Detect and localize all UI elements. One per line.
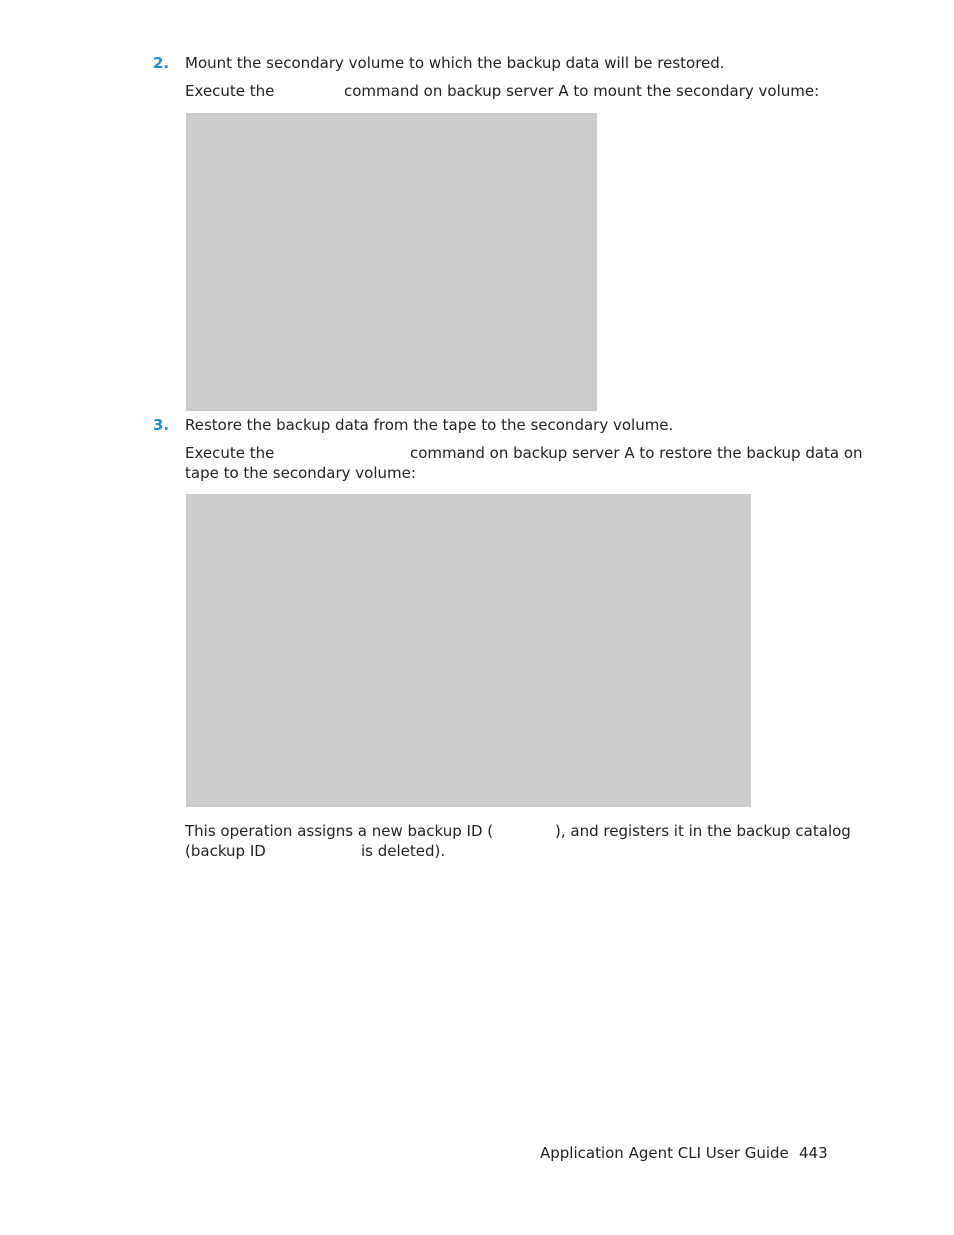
step-number: 2. [153, 54, 170, 72]
execute-prefix: Execute the [185, 444, 275, 462]
step-number: 3. [153, 416, 170, 434]
note-line2-suffix: is deleted). [361, 842, 446, 860]
step-text: Restore the backup data from the tape to the secondary volume. [185, 416, 674, 434]
execute-suffix: command on backup server A to mount the secondary volume: [344, 82, 820, 100]
note-line2-prefix: (backup ID [185, 842, 266, 860]
execute-prefix: Execute the [185, 82, 275, 100]
footer-title: Application Agent CLI User Guide [540, 1144, 789, 1162]
step-text: Mount the secondary volume to which the backup data will be restored. [185, 54, 725, 72]
note-line1-prefix: This operation assigns a new backup ID ( [185, 822, 494, 840]
execute-suffix: command on backup server A to restore the backup data on [410, 444, 863, 462]
note-line1-suffix: ), and registers it in the backup catalog [555, 822, 851, 840]
execute-line2: tape to the secondary volume: [185, 464, 416, 482]
code-block [186, 113, 597, 411]
page-number: 443 [799, 1144, 828, 1162]
code-block [186, 494, 751, 807]
